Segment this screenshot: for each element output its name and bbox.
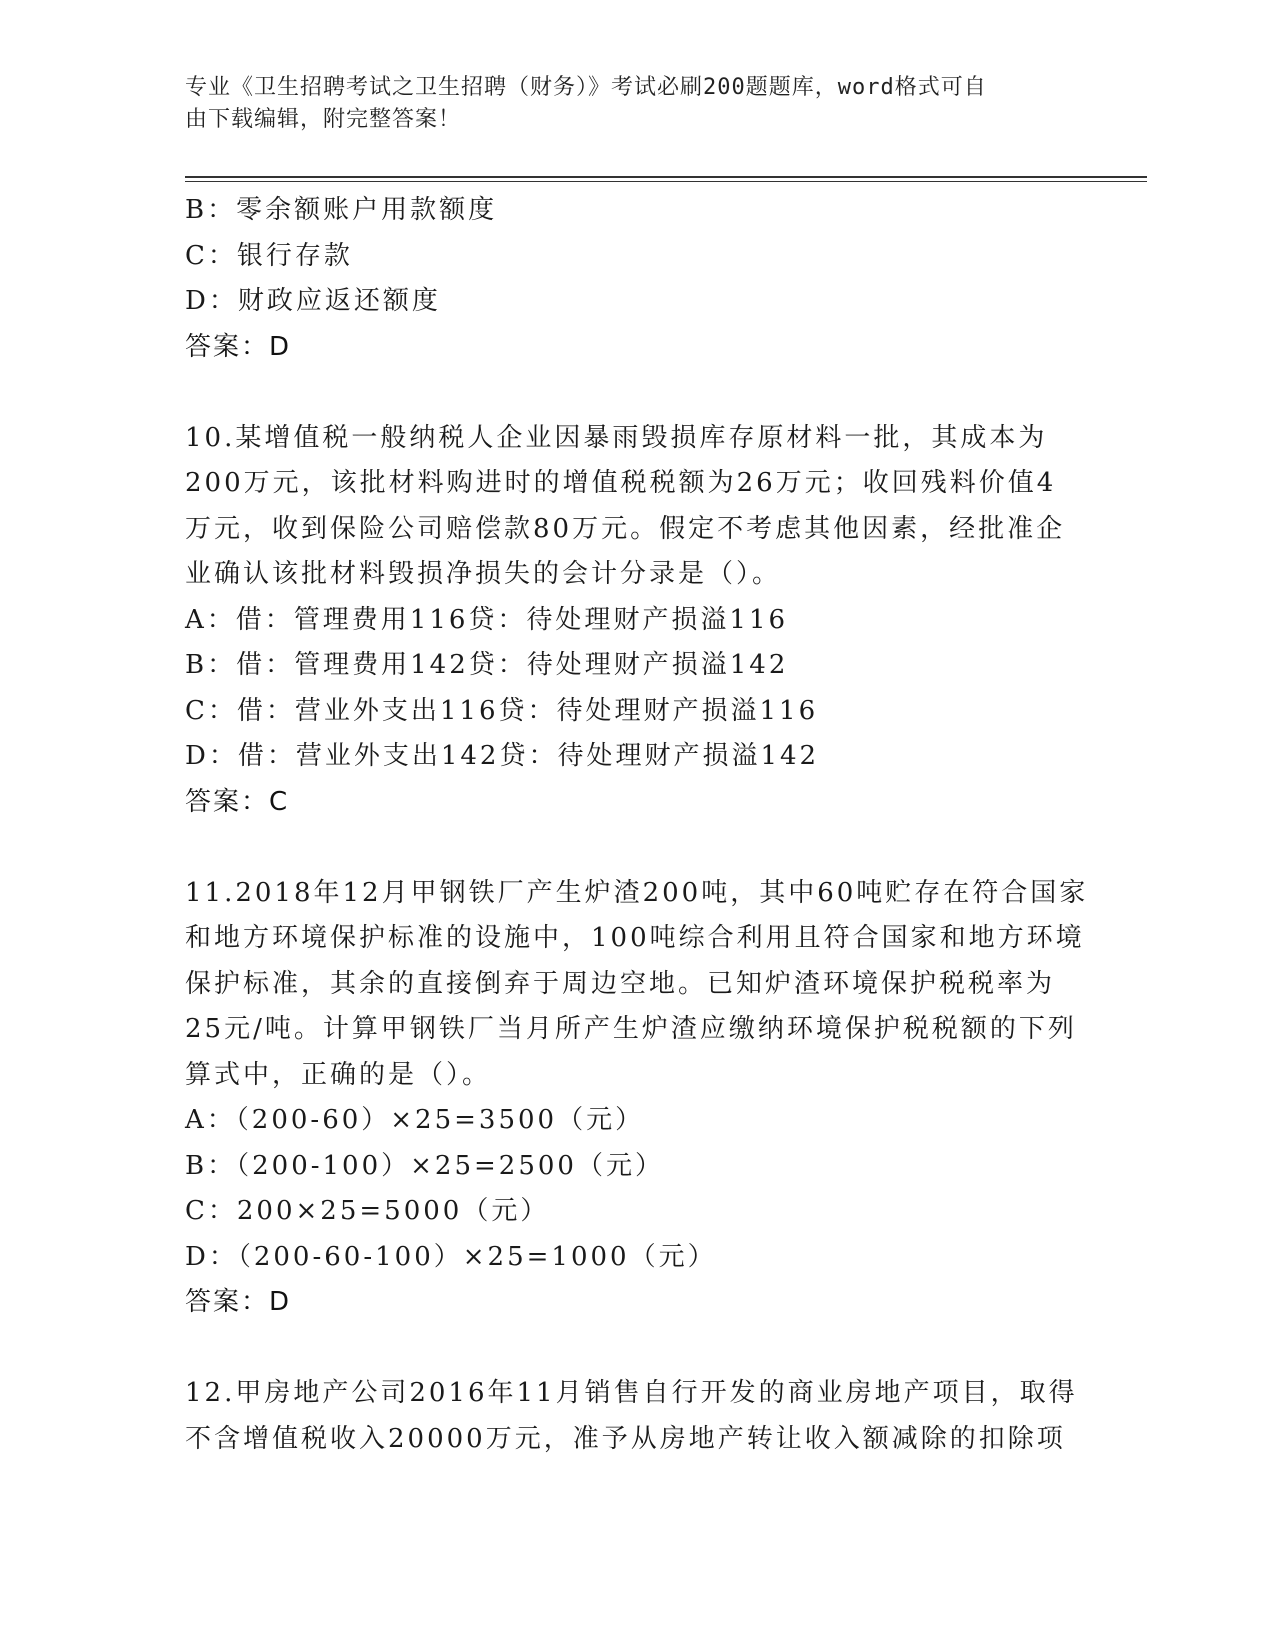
document-body	[185, 188, 1089, 1462]
question-text-line: 11.2018年12月甲钢铁厂产生炉渣200吨，其中60吨贮存在符合国家	[185, 877, 1089, 908]
option-d: D：借：营业外支出142贷：待处理财产损溢142	[185, 741, 820, 771]
spacer	[185, 1326, 1085, 1372]
option-a: A：借：管理费用116贷：待处理财产损溢116	[185, 604, 789, 635]
question-10	[185, 416, 1085, 826]
option-d: D：（200-60-100）×25=1000（元）	[185, 1241, 717, 1272]
question-12	[185, 1371, 1085, 1462]
header-line-1: 专业《卫生招聘考试之卫生招聘（财务）》考试必刷200题题库，word格式可自	[185, 75, 987, 100]
question-text-line: 12.甲房地产公司2016年11月销售自行开发的商业房地产项目，取得	[185, 1378, 1078, 1408]
question-text-line: 算式中，正确的是（）。	[185, 1059, 492, 1090]
question-text-line: 和地方环境保护标准的设施中，100吨综合利用且符合国家和地方环境	[185, 923, 1085, 953]
option-c: C：200×25=5000（元）	[185, 1196, 550, 1226]
question-text-line: 保护标准，其余的直接倒弃于周边空地。已知炉渣环境保护税税率为	[185, 968, 1056, 999]
question-text-line: 25元/吨。计算甲钢铁厂当月所产生炉渣应缴纳环境保护税税额的下列	[185, 1014, 1077, 1044]
question-text-line: 业确认该批材料毁损净损失的会计分录是（）。	[185, 559, 782, 589]
answer-line: 答案：D	[185, 331, 292, 362]
option-c: C：银行存款	[185, 240, 353, 271]
answer-line: 答案：D	[185, 1287, 292, 1317]
header-line-2: 由下载编辑，附完整答案！	[185, 107, 462, 132]
option-d: D：财政应返还额度	[185, 286, 441, 316]
option-c: C：借：营业外支出116贷：待处理财产损溢116	[185, 695, 819, 726]
page-header	[185, 72, 1065, 136]
question-11	[185, 871, 1089, 1326]
question-text-line: 不含增值税收入20000万元，准予从房地产转让收入额减除的扣除项	[185, 1423, 1066, 1454]
spacer	[185, 825, 1085, 871]
option-b: B：（200-100）×25=2500（元）	[185, 1150, 664, 1181]
question-text-line: 10.某增值税一般纳税人企业因暴雨毁损库存原材料一批，其成本为	[185, 422, 1048, 453]
spacer	[185, 370, 1085, 416]
option-a: A：（200-60）×25=3500（元）	[185, 1105, 645, 1135]
option-b: B：零余额账户用款额度	[185, 195, 498, 225]
question-text-line: 万元，收到保险公司赔偿款80万元。假定不考虑其他因素，经批准企	[185, 513, 1066, 544]
option-b: B：借：管理费用142贷：待处理财产损溢142	[185, 650, 789, 680]
question-text-line: 200万元，该批材料购进时的增值税税额为26万元；收回残料价值4	[185, 468, 1057, 498]
header-rule-thick	[185, 176, 1147, 178]
question-carryover	[185, 188, 1085, 370]
header-rule-thin	[185, 181, 1147, 182]
answer-line: 答案：C	[185, 786, 290, 817]
